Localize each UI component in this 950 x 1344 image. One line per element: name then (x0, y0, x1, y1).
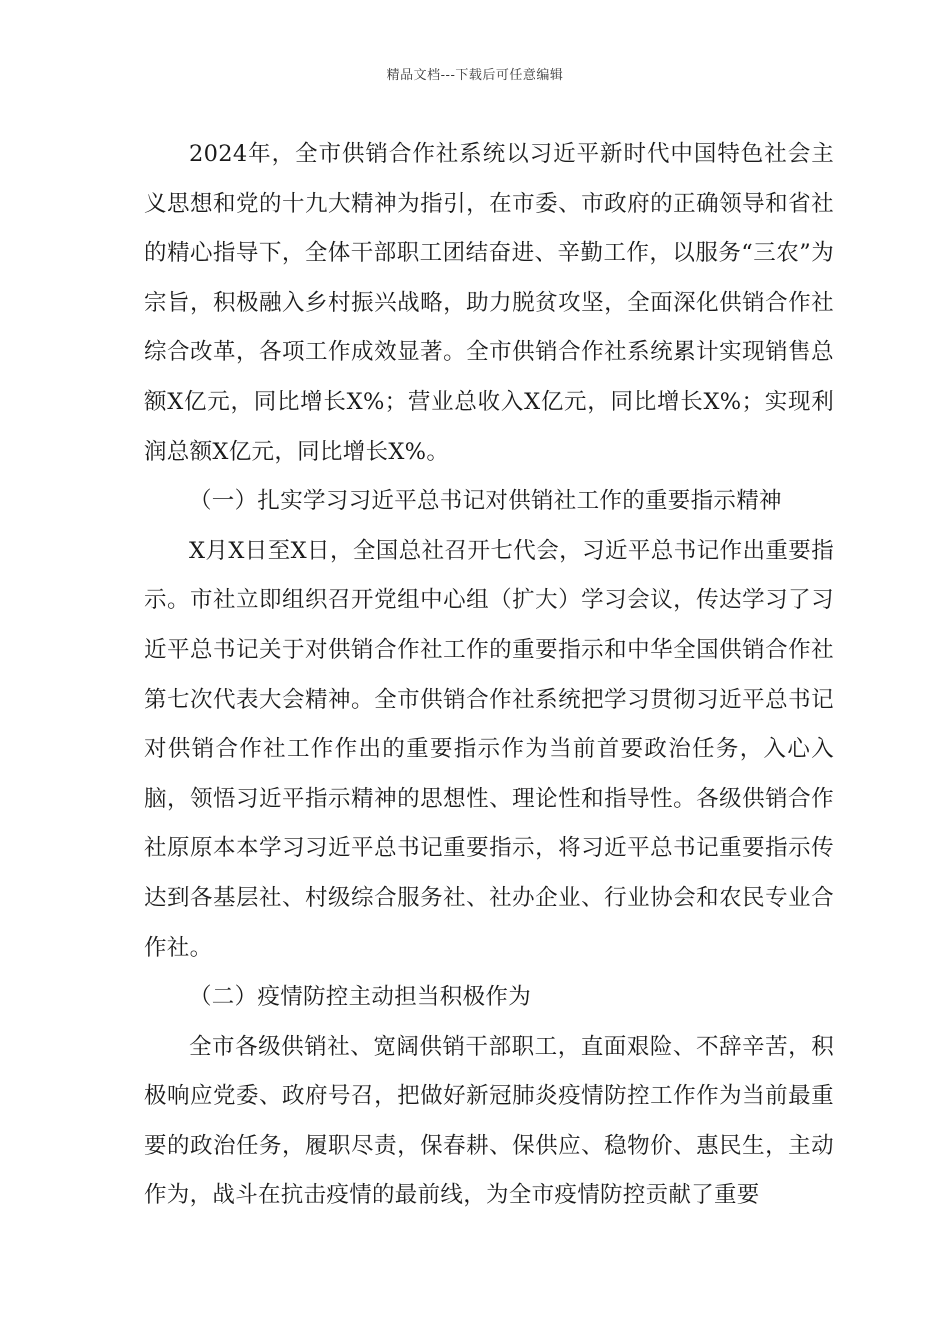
document-body (144, 130, 834, 1221)
section-heading-2: （二）疫情防控主动担当积极作为 (189, 984, 532, 1011)
document-header-note: 精品文档---下载后可任意编辑 (386, 68, 564, 83)
paragraph-epidemic-prevention: 全市各级供销社、宽阔供销干部职工，直面艰险、不辞辛苦，积极响应党委、政府号召，把做好新冠肺炎疫情防控工作作为当前最重要的政治任务，履职尽责，保春耕、保供应、稳物价、惠民生，主动作为，战斗在抗击疫情的最前线，为全市疫情防控贡献了重要 (144, 1033, 834, 1209)
paragraph-annual-summary: 2024年，全市供销合作社系统以习近平新时代中国特色社会主义思想和党的十九大精神为指引，在市委、市政府的正确领导和省社的精心指导下，全体干部职工团结奋进、辛勤工作，以服务“三农”为宗旨，积极融入乡村振兴战略，助力脱贫攻坚，全面深化供销合作社综合改革，各项工作成效显著。全市供销合作社系统累计实现销售总额X亿元，同比增长X%；营业总收入X亿元，同比增长X%；实现利润总额X亿元，同比增长X%。 (144, 141, 834, 465)
section-heading-1: （一）扎实学习习近平总书记对供销社工作的重要指示精神 (189, 488, 782, 515)
paragraph-study-instructions: X月X日至X日，全国总社召开七代会，习近平总书记作出重要指示。市社立即组织召开党组中心组（扩大）学习会议，传达学习了习近平总书记关于对供销合作社工作的重要指示和中华全国供销合作社第七次代表大会精神。全市供销合作社系统把学习贯彻习近平总书记对供销合作社工作作出的重要指示作为当前首要政治任务，入心入脑，领悟习近平指示精神的思想性、理论性和指导性。各级供销合作社原原本本学习习近平总书记重要指示，将习近平总书记重要指示传达到各基层社、村级综合服务社、社办企业、行业协会和农民专业合作社。 (144, 537, 834, 961)
